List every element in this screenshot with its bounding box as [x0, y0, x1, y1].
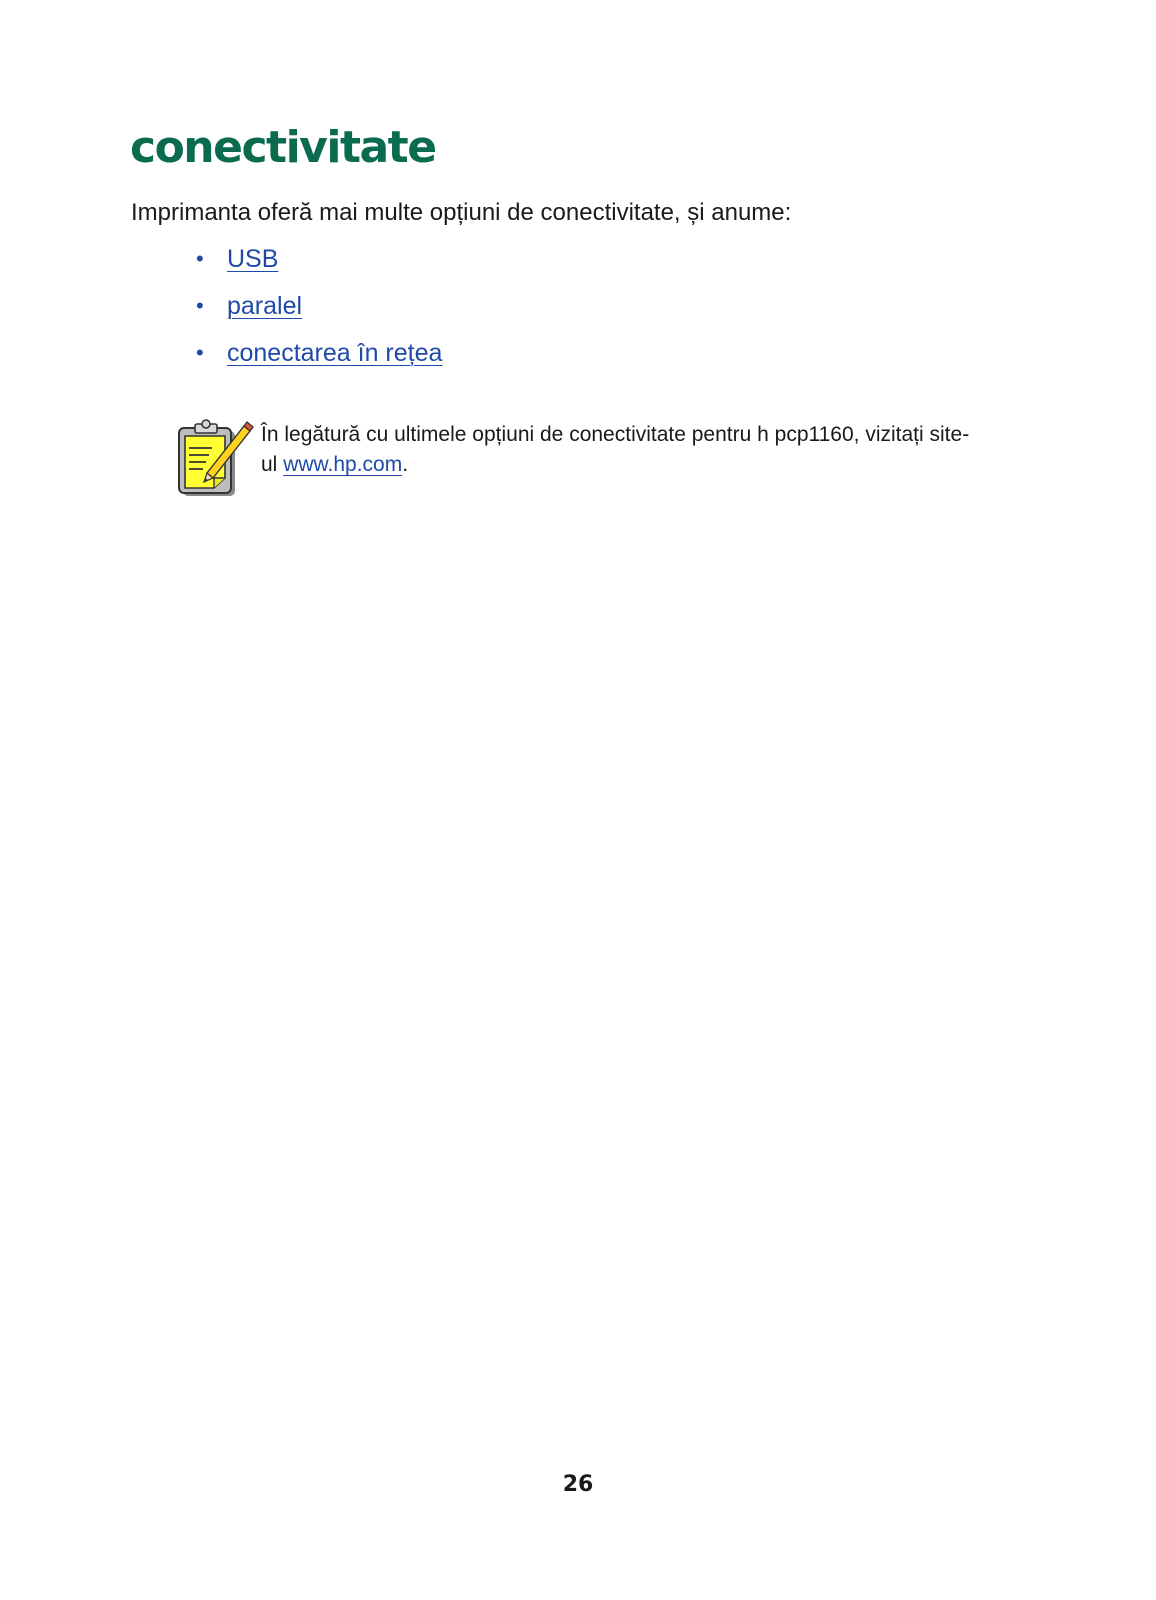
note-text-before: În legătură cu ultimele opțiuni de conectivitate pentru h pcp1160, vizitați site-ul	[261, 423, 970, 476]
bullet-icon: •	[196, 340, 204, 365]
bullet-icon: •	[196, 246, 204, 271]
note-text	[261, 420, 971, 480]
hp-website-link[interactable]: www.hp.com	[283, 453, 403, 476]
page-title: conectivitate	[130, 122, 436, 173]
clipboard-pencil-icon	[178, 418, 254, 500]
link-paralel[interactable]: paralel	[227, 292, 303, 320]
link-networking[interactable]: conectarea în rețea	[227, 339, 443, 367]
bullet-icon: •	[196, 293, 204, 318]
intro-paragraph: Imprimanta oferă mai multe opțiuni de conectivitate, și anume:	[131, 199, 792, 226]
note-box	[178, 418, 978, 508]
page-number: 26	[562, 1472, 594, 1497]
note-text-after: .	[402, 453, 409, 476]
link-usb[interactable]: USB	[227, 245, 279, 273]
